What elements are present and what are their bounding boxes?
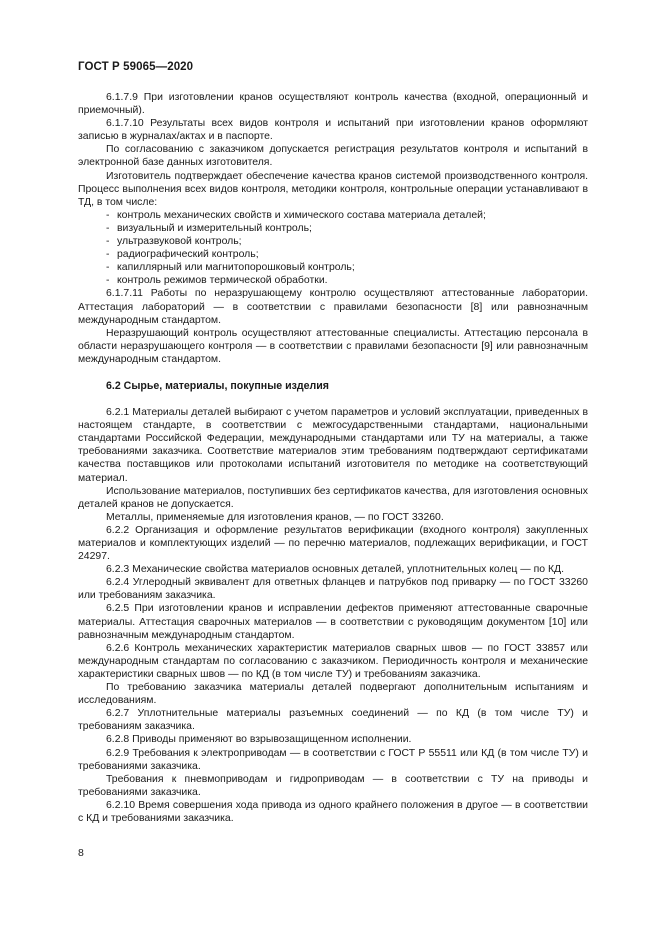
paragraph: Использование материалов, поступивших без сертификатов качества, для изготовления основных деталей кранов не допускается. bbox=[78, 485, 588, 510]
dash-marker: - bbox=[106, 222, 110, 234]
dash-marker: - bbox=[106, 209, 110, 221]
paragraph: По согласованию с заказчиком допускается регистрация результатов контроля и испытаний в электронной базе данных изготовителя. bbox=[78, 144, 588, 169]
dash-marker: - bbox=[106, 262, 110, 274]
control-types-list bbox=[78, 209, 588, 288]
paragraph: 6.2.1 Материалы деталей выбирают с учетом параметров и условий эксплуатации, приведенных в настоящем стандарте, в соответствии с межгосударственными стандартами, национальными стандартами Российской Федерации, международными стандартами или ТУ на материалы, а также требованиями заказчика. Соответствие материалов этим требованиям подтверждают сертификатами качества поставщиков или протоколами испытаний изготовителя по методике на соответствующий материал. bbox=[78, 407, 588, 484]
paragraph: По требованию заказчика материалы деталей подвергают дополнительным испытаниям и исследованиям. bbox=[78, 682, 588, 707]
list-item-text: контроль режимов термической обработки. bbox=[117, 275, 328, 287]
paragraph: 6.2.7 Уплотнительные материалы разъемных соединений — по КД (в том числе ТУ) и требованиям заказчика. bbox=[78, 708, 588, 733]
list-item bbox=[78, 209, 588, 222]
paragraph: Неразрушающий контроль осуществляют аттестованные специалисты. Аттестацию персонала в области неразрушающего контроля — в соответствии с правилами безопасности [9] или равнозначным международным стандартом. bbox=[78, 327, 588, 365]
list-item-text: капиллярный или магнитопорошковый контроль; bbox=[117, 262, 355, 274]
paragraph: 6.1.7.10 Результаты всех видов контроля и испытаний при изготовлении кранов оформляют записью в журналах/актах и в паспорте. bbox=[78, 118, 588, 143]
paragraph: 6.2.9 Требования к электроприводам — в соответствии с ГОСТ Р 55511 или КД (в том числе ТУ) и требованиями заказчика. bbox=[78, 747, 588, 772]
paragraph: 6.2.4 Углеродный эквивалент для ответных фланцев и патрубков под приварку — по ГОСТ 33260 или требованиям заказчика. bbox=[78, 577, 588, 602]
paragraph: 6.2.10 Время совершения хода привода из одного крайнего положения в другое — в соответствии с КД и требованиями заказчика. bbox=[78, 799, 588, 824]
dash-marker: - bbox=[106, 236, 110, 248]
document-body bbox=[78, 91, 588, 825]
list-item-text: контроль механических свойств и химического состава материала деталей; bbox=[117, 209, 486, 221]
paragraph: 6.2.5 При изготовлении кранов и исправлении дефектов применяют аттестованные сварочные материалы. Аттестация сварочных материалов — в соответствии с руководящим документом [10] или равнозначным международным стандартом. bbox=[78, 603, 588, 641]
list-item-text: визуальный и измерительный контроль; bbox=[117, 222, 312, 234]
list-item bbox=[78, 235, 588, 248]
list-item bbox=[78, 261, 588, 274]
paragraph: 6.1.7.9 При изготовлении кранов осуществляют контроль качества (входной, операционный и приемочный). bbox=[78, 92, 588, 117]
paragraph: Требования к пневмоприводам и гидроприводам — в соответствии с ТУ на приводы и требованиями заказчика. bbox=[78, 773, 588, 798]
section-heading: 6.2 Сырье, материалы, покупные изделия bbox=[106, 379, 329, 392]
paragraph: 6.2.6 Контроль механических характеристик материалов сварных швов — по ГОСТ 33857 или международным стандартам по согласованию с заказчиком. Периодичность контроля и механические характеристики сварных швов — по КД (в том числе ТУ) и требованиям заказчика. bbox=[78, 642, 588, 680]
list-item-text: радиографический контроль; bbox=[117, 249, 259, 261]
paragraph: Металлы, применяемые для изготовления кранов, — по ГОСТ 33260. bbox=[106, 511, 444, 523]
list-item-text: ультразвуковой контроль; bbox=[117, 236, 242, 248]
dash-marker: - bbox=[106, 249, 110, 261]
dash-marker: - bbox=[106, 275, 110, 287]
list-item bbox=[78, 274, 588, 287]
list-item bbox=[78, 222, 588, 235]
paragraph: Изготовитель подтверждает обеспечение качества кранов системой производственного контроля. Процесс выполнения всех видов контроля, методики контроля, контрольные операции устанавливают в ТД, в том числе: bbox=[78, 170, 588, 208]
paragraph: 6.2.8 Приводы применяют во взрывозащищенном исполнении. bbox=[106, 734, 412, 746]
document-code-header: ГОСТ Р 59065—2020 bbox=[78, 61, 194, 73]
page-number: 8 bbox=[78, 847, 84, 859]
paragraph: 6.1.7.11 Работы по неразрушающему контролю осуществляют аттестованные лаборатории. Аттестация лабораторий — в соответствии с правилами безопасности [8] или равнозначным международным стандартом. bbox=[78, 288, 588, 326]
list-item bbox=[78, 248, 588, 261]
paragraph: 6.2.3 Механические свойства материалов основных деталей, уплотнительных колец — по КД. bbox=[106, 564, 564, 576]
paragraph: 6.2.2 Организация и оформление результатов верификации (входного контроля) закупленных материалов и комплектующих изделий — по перечню материалов, подлежащих верификации, и ГОСТ 24297. bbox=[78, 524, 588, 563]
